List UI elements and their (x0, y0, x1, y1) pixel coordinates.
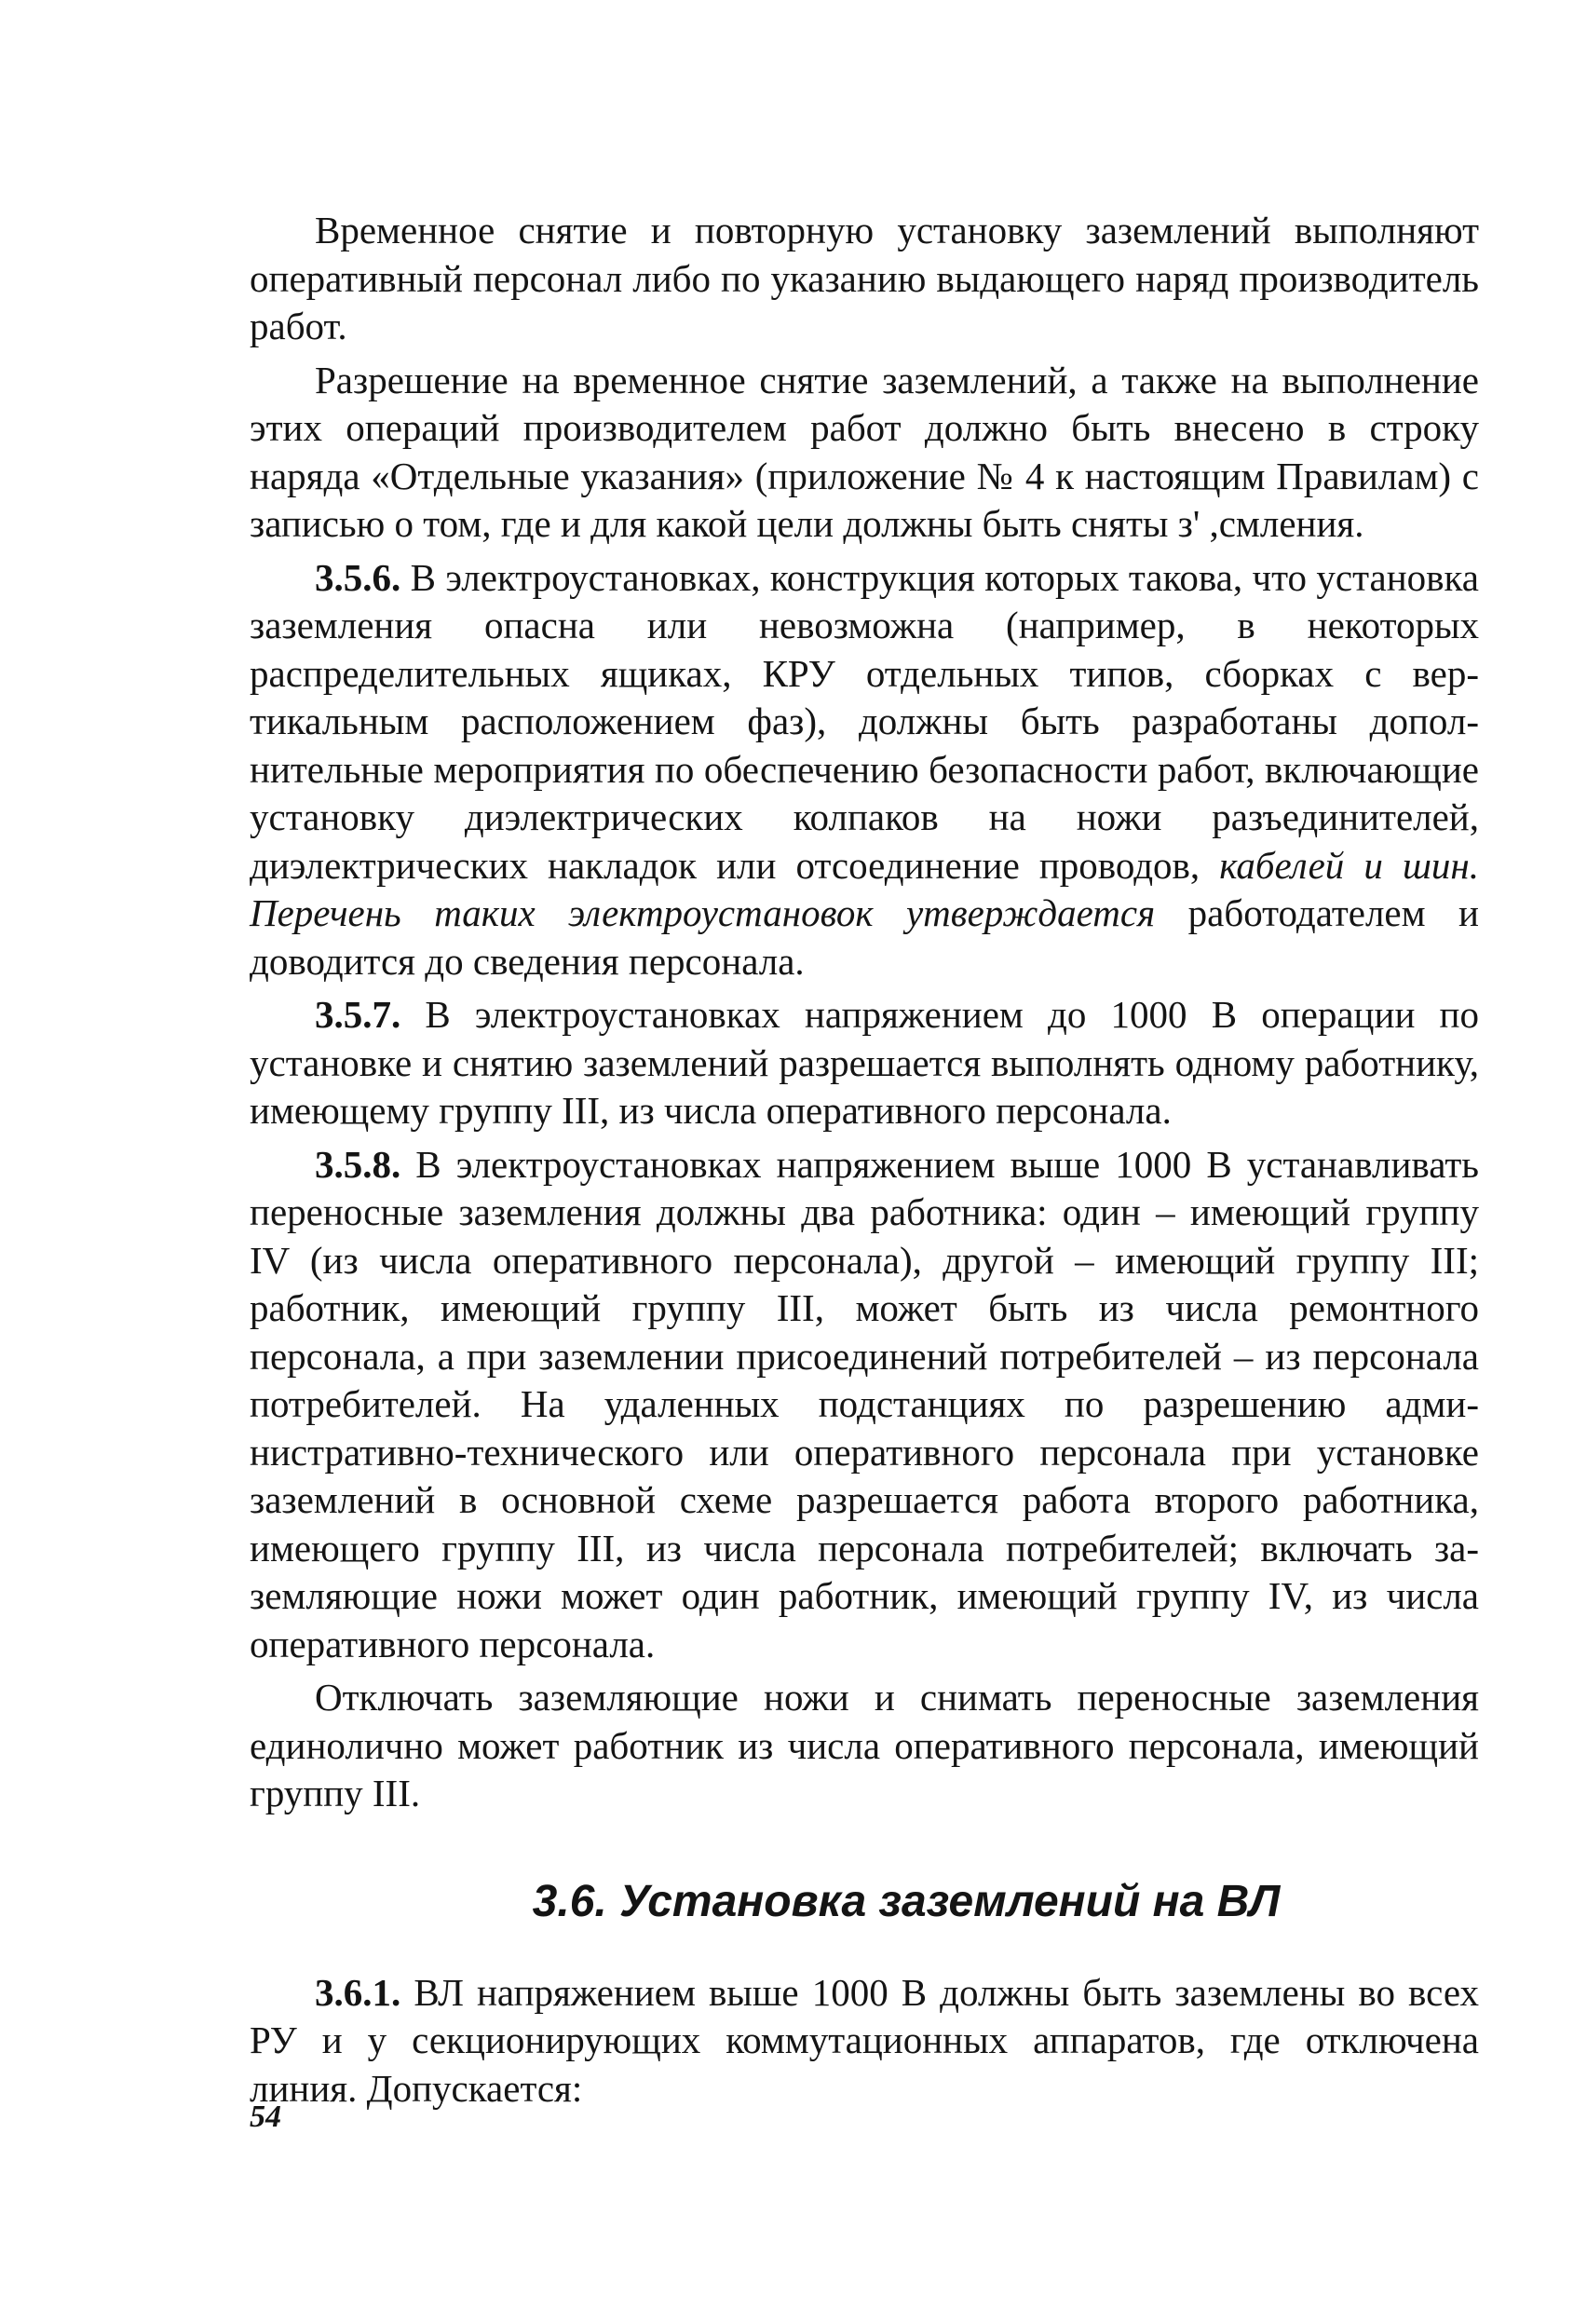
paragraph-3-6-1 (250, 1969, 1479, 2113)
section-heading: 3.6. Установка заземлений на ВЛ (532, 1876, 1281, 1926)
page-number: 54 (250, 2100, 281, 2134)
paragraph-3-5-7 (250, 991, 1479, 1135)
paragraph-temporary-removal: Временное снятие и повторную установку заземлений выполняют оперативный персонал либо по указанию выдающего наряд производитель работ. (250, 209, 1479, 347)
paragraph-disconnect-knives: Отключать заземляющие ножи и снимать переносные заземления единолично может работник из числа оперативного персонала, имеющий группу III. (250, 1676, 1479, 1814)
clause-number: 3.5.7. (315, 993, 401, 1036)
clause-text: В электроустановках, конструкция которых такова, что установка заземления опасна или невозможна (например, в некоторых распределительных ящиках, КРУ отдельных типов, сборках с вертикальным расположением фаз), должны быть разработаны дополнительные мероприятия по обеспечению безопасности работ, включающие установку диэлектрических колпаков на ножи разъединителей, диэлектрических накладок или отсоединение проводов, (250, 555, 1479, 887)
clause-text: В электроустановках напряжением выше 1000 В устанавливать переносные заземления должны два работника: один – имеющий группу IV (из числа оперативного персонала), другой – имеющий группу III; работник, имеющий группу III, может быть из числа ремонтного персонала, а при заземлении присоединений потребителей – из персонала потребителей. На удаленных подстанциях по разрешению административно-технического или оперативного персонала при установке заземлений в основной схеме разрешается работа второго работника, имеющего группу III, из числа персонала потребителей; включать заземляющие ножи может один работник, имеющий группу IV, из числа оперативного персонала. (250, 1142, 1479, 1665)
paragraph-3-5-6 (250, 554, 1479, 986)
paragraph-3-5-8 (250, 1141, 1479, 1669)
document-page (250, 207, 1479, 2113)
clause-number: 3.5.6. (315, 555, 401, 599)
clause-text: ВЛ напряжением выше 1000 В должны быть заземлены во всех РУ и у секционирующих коммутационных аппаратов, где отключена линия. Допускается: (250, 1970, 1479, 2110)
clause-text: В электроустановках напряжением до 1000 В операции по установке и снятию заземлений разрешается выполнять одному работнику, имеющему группу III, из числа оперативного персонала. (250, 993, 1479, 1132)
paragraph-permission: Разрешение на временное снятие заземлений, а также на выполнение этих операций производителем работ должно быть внесено в строку наряда «Отдельные указания» (приложение № 4 к настоящим Правилам) с записью о том, где и для какой цели должны быть сняты з' ,смления. (250, 358, 1479, 545)
clause-number: 3.5.8. (315, 1142, 401, 1186)
clause-text-italic: кабелей и шин. Перечень таких электроустановок утверждается (250, 843, 1479, 934)
clause-number: 3.6.1. (315, 1970, 401, 2014)
clause-text-tail: работодателем и доводится до сведения персонала. (250, 891, 1479, 983)
